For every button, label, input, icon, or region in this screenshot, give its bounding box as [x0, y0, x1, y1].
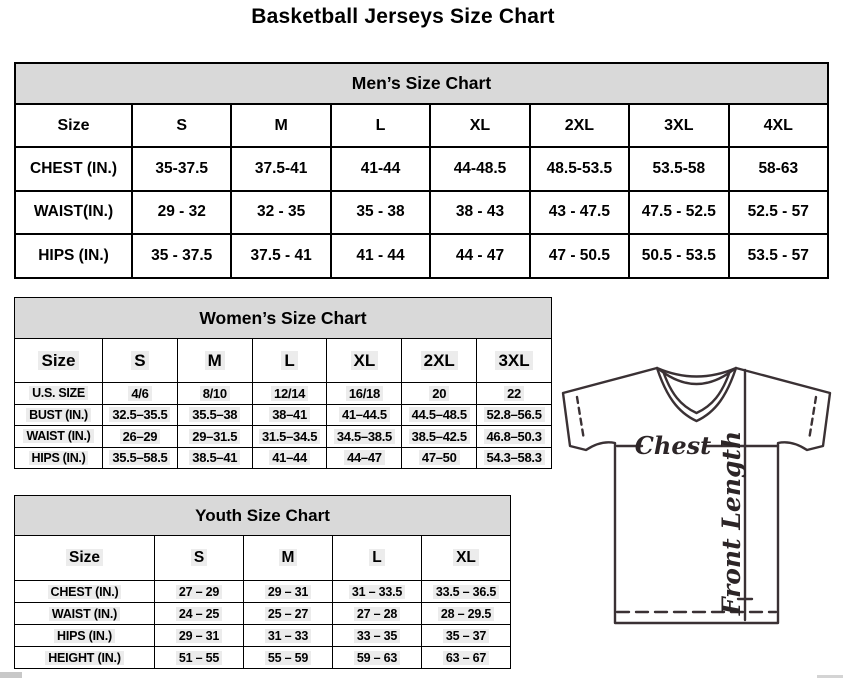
value-cell: 41-44 [331, 147, 430, 191]
page-title: Basketball Jerseys Size Chart [251, 5, 555, 28]
column-header-cell [244, 536, 333, 581]
column-header-cell: S [132, 104, 231, 147]
value-cell-text: 8/10 [200, 386, 230, 401]
value-cell: 35 - 37.5 [132, 234, 231, 278]
womens-size-table [14, 338, 552, 469]
column-header-cell: XL [430, 104, 529, 147]
value-cell [252, 447, 327, 469]
value-cell [422, 603, 511, 625]
youth-chart-header: Youth Size Chart [14, 495, 511, 535]
size-header-cell [15, 536, 155, 581]
column-header-cell [327, 339, 402, 383]
value-cell [477, 383, 552, 405]
value-cell [244, 625, 333, 647]
row-label-cell-text: CHEST (IN.) [48, 585, 122, 599]
column-header-cell [103, 339, 178, 383]
row-label-cell: WAIST(IN.) [15, 191, 132, 235]
value-cell [402, 383, 477, 405]
column-header-cell-text: M [279, 549, 298, 566]
value-cell-text: 34.5–38.5 [334, 429, 395, 444]
value-cell-text: 25 – 27 [265, 607, 311, 621]
value-cell [422, 647, 511, 669]
front-length-label: Front Length [717, 430, 746, 616]
row-label-cell [15, 404, 103, 426]
column-header-cell [155, 536, 244, 581]
value-cell: 32 - 35 [231, 191, 330, 235]
value-cell-text: 41–44.5 [339, 407, 390, 422]
value-cell-text: 12/14 [271, 386, 308, 401]
row-label-cell [15, 581, 155, 603]
value-cell: 53.5-58 [629, 147, 728, 191]
value-cell-text: 44.5–48.5 [409, 407, 470, 422]
column-header-cell: 2XL [530, 104, 629, 147]
column-header-cell-text: L [281, 351, 297, 370]
value-cell [422, 581, 511, 603]
column-header-cell: 3XL [629, 104, 728, 147]
value-cell [177, 426, 252, 448]
size-header-cell-text: Size [66, 549, 103, 566]
row-label-cell-text: HIPS (IN.) [54, 629, 115, 643]
value-cell [477, 404, 552, 426]
row-label-cell [15, 383, 103, 405]
value-cell-text: 41–44 [269, 450, 310, 465]
value-cell [252, 383, 327, 405]
value-cell [103, 383, 178, 405]
row-label-cell-text: HIPS (IN.) [29, 451, 89, 465]
value-cell: 38 - 43 [430, 191, 529, 235]
value-cell-text: 59 – 63 [354, 651, 400, 665]
value-cell [103, 404, 178, 426]
column-header-cell [422, 536, 511, 581]
value-cell: 44-48.5 [430, 147, 529, 191]
value-cell [422, 625, 511, 647]
value-cell [477, 426, 552, 448]
scrollbar-artifact-right [817, 675, 843, 678]
value-cell-text: 51 – 55 [176, 651, 222, 665]
value-cell-text: 63 – 67 [443, 651, 489, 665]
value-cell-text: 4/6 [128, 386, 151, 401]
value-cell-text: 52.8–56.5 [484, 407, 545, 422]
value-cell: 43 - 47.5 [530, 191, 629, 235]
value-cell: 41 - 44 [331, 234, 430, 278]
right-cuff-dashed-line [809, 397, 816, 440]
value-cell-text: 33.5 – 36.5 [433, 585, 499, 599]
value-cell-text: 29–31.5 [189, 429, 240, 444]
value-cell-text: 16/18 [346, 386, 383, 401]
youth-size-chart [14, 495, 511, 669]
column-header-cell [333, 536, 422, 581]
value-cell [327, 426, 402, 448]
value-cell [244, 603, 333, 625]
youth-size-table [14, 535, 511, 669]
value-cell-text: 20 [429, 386, 449, 401]
value-cell-text: 44–47 [344, 450, 385, 465]
value-cell: 53.5 - 57 [729, 234, 828, 278]
value-cell [327, 404, 402, 426]
value-cell [477, 447, 552, 469]
womens-chart-header: Women’s Size Chart [14, 297, 552, 338]
row-label-cell-text: WAIST (IN.) [23, 429, 93, 443]
column-header-cell-text: S [191, 549, 207, 566]
row-label-cell [15, 603, 155, 625]
value-cell-text: 29 – 31 [265, 585, 311, 599]
value-cell: 47 - 50.5 [530, 234, 629, 278]
value-cell [244, 581, 333, 603]
value-cell: 35-37.5 [132, 147, 231, 191]
column-header-cell: L [331, 104, 430, 147]
column-header-cell-text: 2XL [421, 351, 458, 370]
value-cell [155, 581, 244, 603]
row-label-cell [15, 647, 155, 669]
column-header-cell-text: XL [351, 351, 379, 370]
value-cell-text: 29 – 31 [176, 629, 222, 643]
value-cell-text: 33 – 35 [354, 629, 400, 643]
column-header-cell [252, 339, 327, 383]
value-cell-text: 35.5–38 [189, 407, 240, 422]
value-cell-text: 22 [504, 386, 524, 401]
value-cell [103, 447, 178, 469]
value-cell [327, 447, 402, 469]
value-cell-text: 31 – 33 [265, 629, 311, 643]
mens-size-chart [14, 62, 829, 279]
column-header-cell-text: M [205, 351, 225, 370]
row-label-cell: HIPS (IN.) [15, 234, 132, 278]
value-cell [155, 625, 244, 647]
value-cell: 29 - 32 [132, 191, 231, 235]
value-cell [103, 426, 178, 448]
chest-label: Chest [634, 431, 712, 460]
value-cell-text: 31.5–34.5 [259, 429, 320, 444]
column-header-cell-text: XL [453, 549, 479, 566]
value-cell-text: 35 – 37 [443, 629, 489, 643]
value-cell [155, 647, 244, 669]
value-cell-text: 28 – 29.5 [438, 607, 494, 621]
value-cell-text: 46.8–50.3 [484, 429, 545, 444]
value-cell [155, 603, 244, 625]
value-cell [252, 404, 327, 426]
value-cell [333, 581, 422, 603]
row-label-cell-text: BUST (IN.) [26, 408, 91, 422]
value-cell-text: 47–50 [419, 450, 460, 465]
value-cell [252, 426, 327, 448]
womens-size-chart [14, 297, 552, 469]
mens-chart-header: Men’s Size Chart [14, 62, 829, 103]
value-cell: 50.5 - 53.5 [629, 234, 728, 278]
value-cell [177, 447, 252, 469]
column-header-cell [177, 339, 252, 383]
value-cell [333, 603, 422, 625]
value-cell-text: 26–29 [120, 429, 161, 444]
size-header-cell: Size [15, 104, 132, 147]
column-header-cell-text: 3XL [495, 351, 532, 370]
value-cell [402, 447, 477, 469]
row-label-cell-text: HEIGHT (IN.) [45, 651, 124, 665]
column-header-cell-text: S [131, 351, 148, 370]
value-cell-text: 27 – 28 [354, 607, 400, 621]
value-cell: 35 - 38 [331, 191, 430, 235]
value-cell [333, 625, 422, 647]
value-cell: 44 - 47 [430, 234, 529, 278]
column-header-cell: 4XL [729, 104, 828, 147]
row-label-cell [15, 625, 155, 647]
scrollbar-artifact-left [0, 672, 22, 678]
jersey-measurement-diagram [553, 353, 843, 679]
value-cell: 47.5 - 52.5 [629, 191, 728, 235]
size-header-cell [15, 339, 103, 383]
value-cell-text: 35.5–58.5 [109, 450, 170, 465]
value-cell [402, 404, 477, 426]
left-cuff-dashed-line [577, 397, 584, 440]
value-cell-text: 24 – 25 [176, 607, 222, 621]
value-cell-text: 55 – 59 [265, 651, 311, 665]
value-cell [333, 647, 422, 669]
row-label-cell-text: WAIST (IN.) [49, 607, 120, 621]
column-header-cell [402, 339, 477, 383]
value-cell: 52.5 - 57 [729, 191, 828, 235]
value-cell-text: 38.5–42.5 [409, 429, 470, 444]
value-cell: 37.5-41 [231, 147, 330, 191]
value-cell-text: 31 – 33.5 [349, 585, 405, 599]
value-cell [177, 404, 252, 426]
value-cell [244, 647, 333, 669]
value-cell-text: 32.5–35.5 [109, 407, 170, 422]
column-header-cell-text: L [369, 549, 384, 566]
value-cell: 37.5 - 41 [231, 234, 330, 278]
column-header-cell: M [231, 104, 330, 147]
value-cell-text: 38.5–41 [189, 450, 240, 465]
row-label-cell [15, 426, 103, 448]
value-cell [327, 383, 402, 405]
column-header-cell [477, 339, 552, 383]
row-label-cell [15, 447, 103, 469]
value-cell [402, 426, 477, 448]
jersey-body-outline [563, 368, 830, 623]
size-header-cell-text: Size [38, 351, 78, 370]
value-cell-text: 38–41 [269, 407, 310, 422]
mens-size-table [14, 103, 829, 279]
value-cell-text: 27 – 29 [176, 585, 222, 599]
value-cell-text: 54.3–58.3 [484, 450, 545, 465]
value-cell: 58-63 [729, 147, 828, 191]
row-label-cell: CHEST (IN.) [15, 147, 132, 191]
value-cell: 48.5-53.5 [530, 147, 629, 191]
row-label-cell-text: U.S. SIZE [29, 386, 88, 400]
value-cell [177, 383, 252, 405]
